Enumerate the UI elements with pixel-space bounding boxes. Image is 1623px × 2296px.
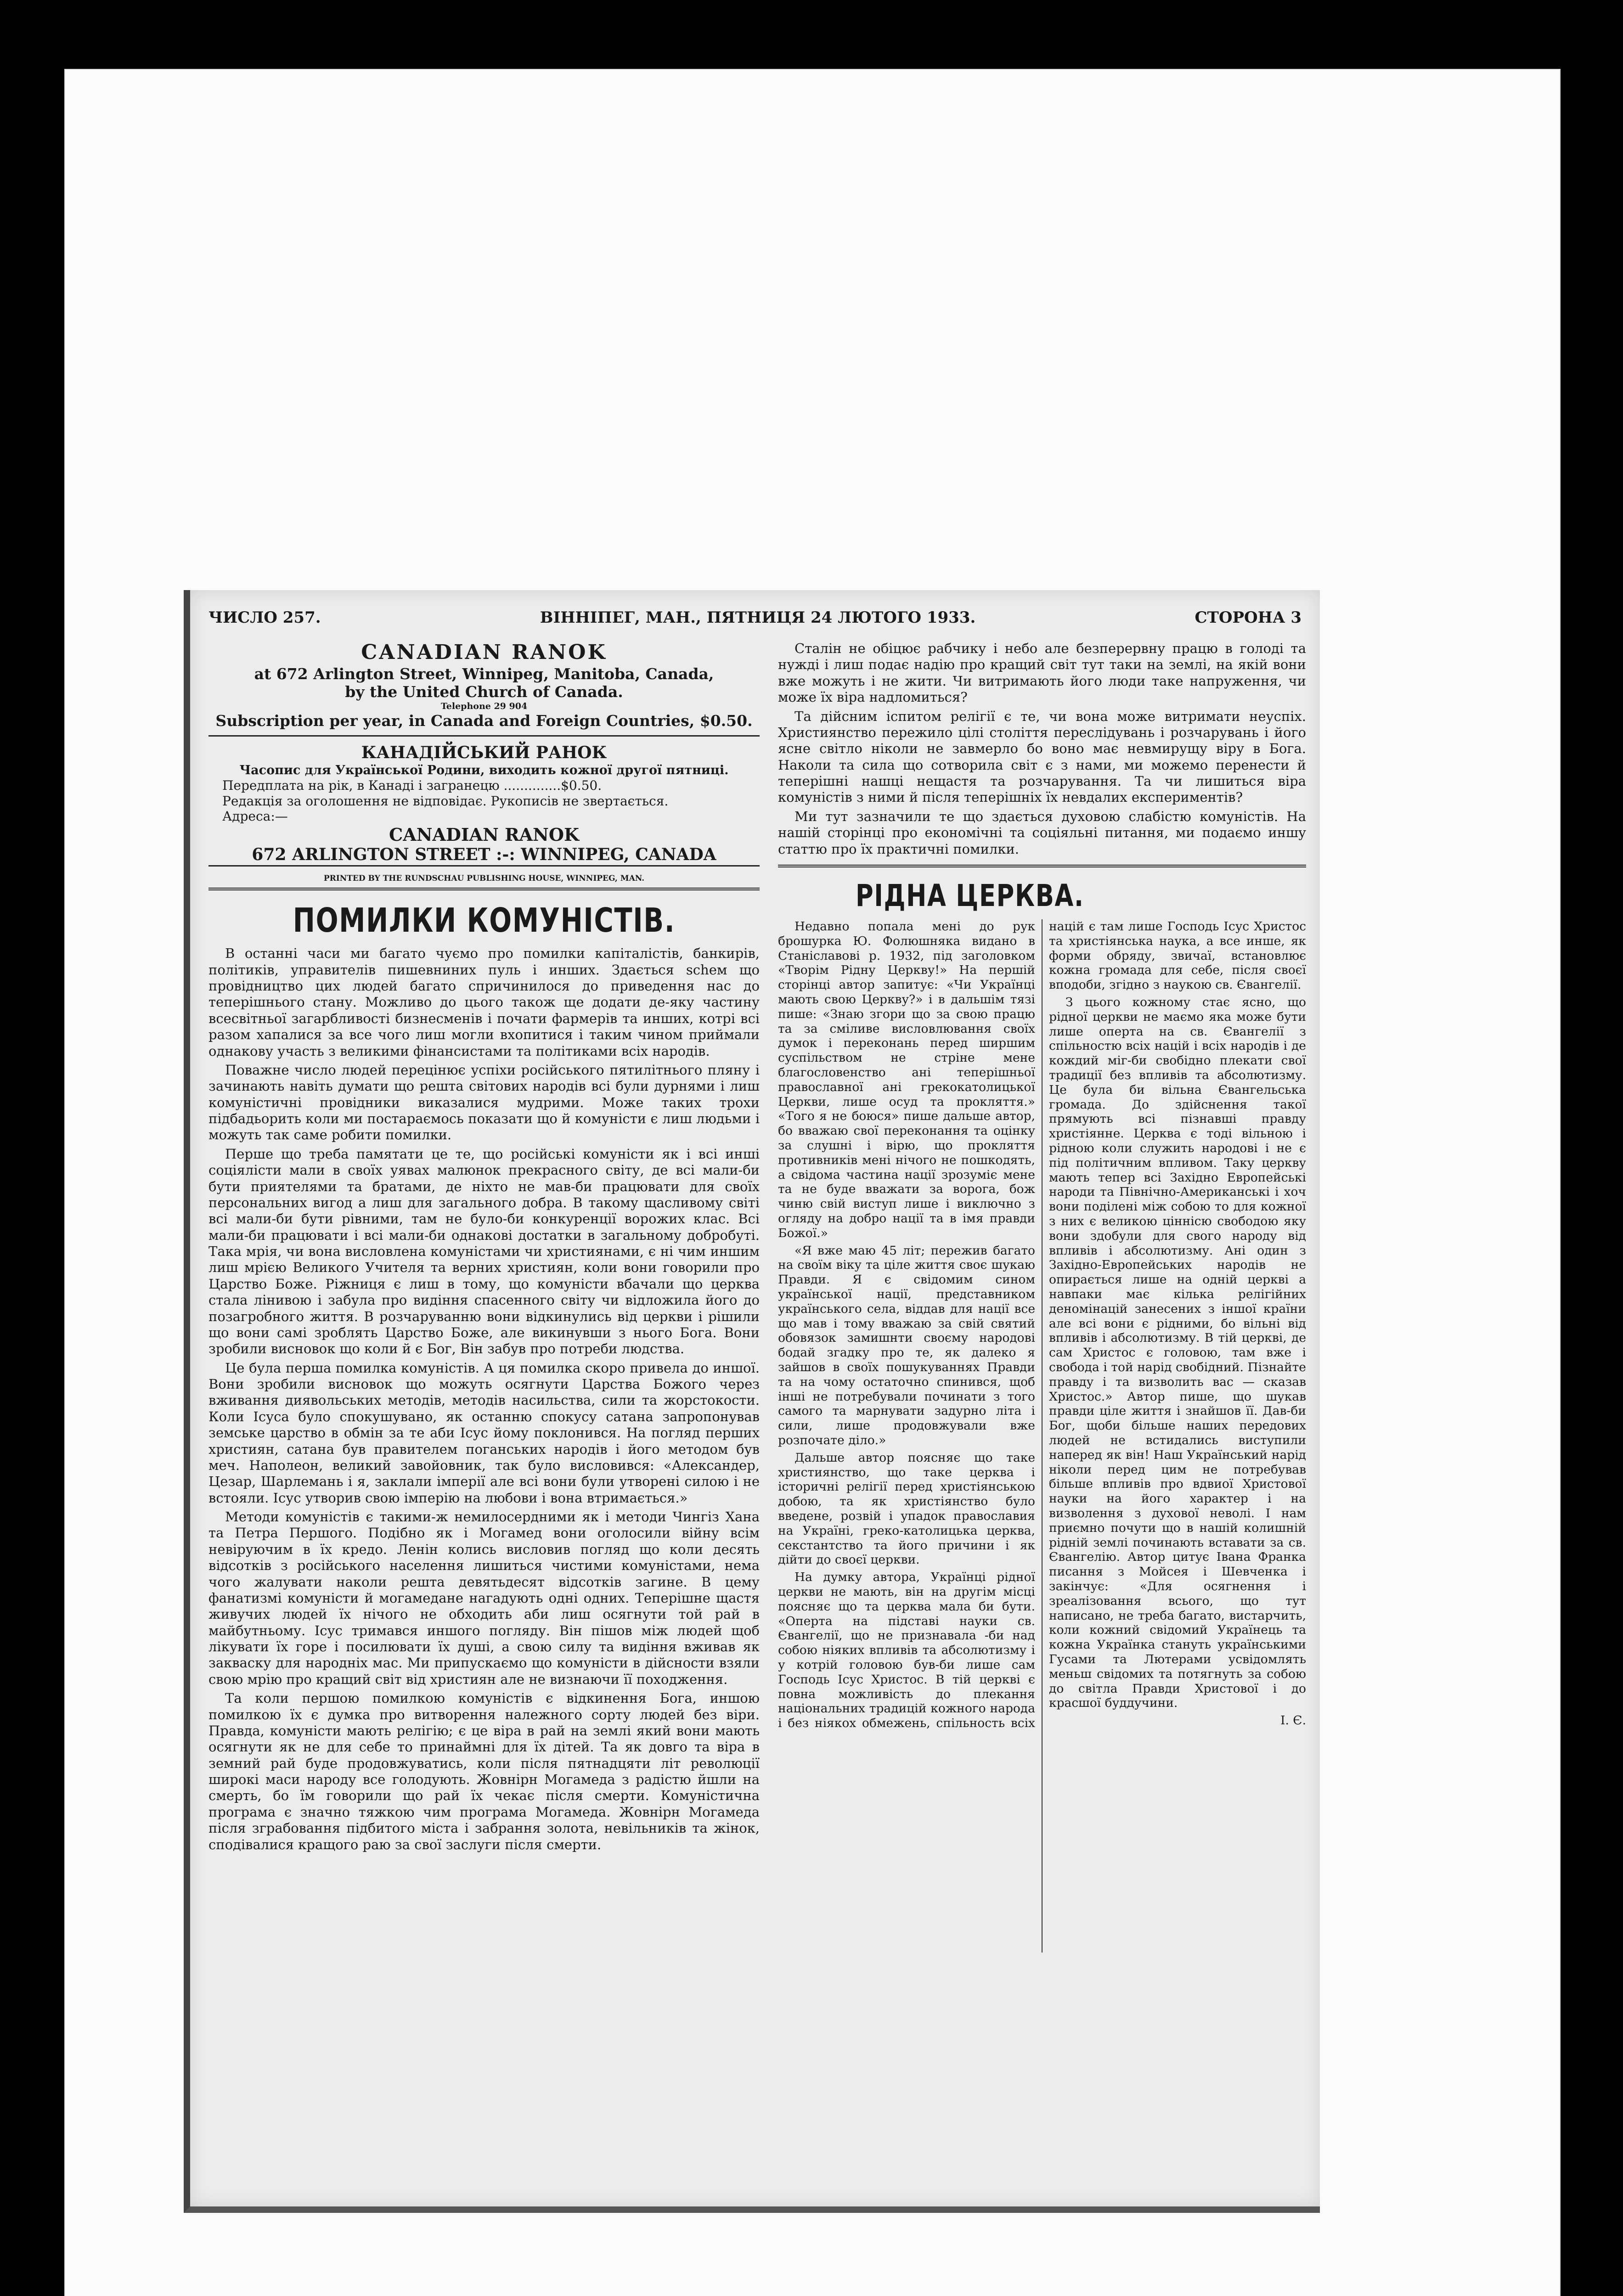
article2-body [778,919,1306,1953]
article2-title: РІДНА ЦЕРКВА. [856,878,1084,913]
article1-paragraph: Перше що треба памятати це те, що російські комуністи як і всі инші соціялісти мали в своїх уявах малюнок прекрасного світу, де всі мали-би бути приятелями та братами, де ніхто не мав-би працювати для своїх персональних вигод а лиш для загального добра. В такому щасливому світі всі мали-би бути рівними, там не було-би конкуренції ворожих клас. Всі мали-би працювати і всі мали-би однакові достатки в загальному добробуті. Така мрія, чи вона висловлена комуністами чи християнами, є ні чим иншим лиш мрією Великого Учителя та верних християн, коли вони говорили про Царство Боже. Ріжниця є лиш в тому, що комуністи вбачали що церква стала лінивою і забула про видіння спасенного світу чи відложила його до позагробного життя. В розчаруванню вони відкинулись від церкви і рішили що вони самі зроблять Царство Боже, але викинувши з нього Бога. Вони зробили висновок що коли й є Бог, Він забув про потреби людства. [209,1146,760,1357]
ua-address-label: Адреса:— [222,809,288,824]
article1-paragraph: Поважне число людей перецінює успіхи російського пятилітнього пляну і зачинають навіть думати що решта світових народів всі були дурнями і лиш комуністичні провідники виказалися мудрими. Може таких трохи підбадьорить коли ми постараємось показати що й комуністи є лиш людьми і можуть так саме робити помилки. [209,1062,760,1143]
article2-paragraph: Недавно попала мені до рук брошурка Ю. Фолюшняка видано в Станіславові р. 1932, під заголовком «Творім Рідну Церкву!» На першій сторінці автор запитує: «Чи Українці мають свою Церкву?» і в дальшім тязі пише: «Знаю згори що за свою працю та за сміливе висловлювання своїх думок і переконань перед ширшим суспільством не стріне мене благословенство ані теперішньої православної ані грекокатолицької Церкви, лише осуд та прокляття.» «Того я не боюся» пише дальше автор, бо вважаю свої переконання та оцінку за слушні і вірю, що прокляття противників мені нічого не пошкодять, а свідома частина нації зрозуміє мене та не буде вважати за ворога, бож чиню свій виступ лише і виключно з огляду на добро нації та в імя правди Божої.» [778,919,1035,1240]
dateline: ВІННІПЕГ, МАН., ПЯТНИЦЯ 24 ЛЮТОГО 1933. [540,608,976,627]
page-header [209,608,1302,628]
masthead-telephone: Telephone 29 904 [440,701,528,711]
article1-paragraph: Та дійсним іспитом релігії є те, чи вона може витримати неуспіх. Християнство пережило цілі століття переслідувань і розчарувань і його ясне світло ніколи не завмерло бо воно має невмирущу віру в Бога. Наколи та сила що сотворила світ є з нами, ми можемо перенести й теперішні нашці нещастя та розчарування. Та чи лишиться віра комуністів з ними й після теперішніх їх невдалих експериментів? [778,708,1306,805]
article1-paragraph: В останні часи ми багато чуємо про помилки капіталістів, банкирів, політиків, управителів пишевниних пуль і инших. Здається scheм що провідництво цих людей багато спричинилося до приведення нас до теперішнього стану. Можливо до цього також ще додати де-яку частину всесвітньої загарбливості бизнесменів і почати фармерів та инших, котрі всі разом хапалися за все чого лиш могли вхопитися і таким чином приймали однакову участь з великими фінансистами та політиками всіх народів. [209,945,760,1059]
article1-paragraph: Сталін не обіцює рабчику і небо але безперервну працю в голоді та нужді і лиш подає надію про кращий світ тут таки на землі, на якій вони вже можуть і не жити. Чи витримають його люди таке напруження, чи може їх віра надломиться? [778,641,1306,705]
article2-paragraph: З цього кожному стає ясно, що рідної церкви не маємо яка може бути лише оперта на св. Євангелії з спільностю всіх націй і всіх народів і де кождий міг-би свобідно плекати свої традиції без впливів та абсолютизму. Це була би вільна Євангельська громада. До здійснення такої прямують всі пізнавші правду христіянне. Церква є тоді вільною і рідною коли служить народові і не є під політичним впливом. Таку церкву мають тепер всі Західно Европейські народи та Північно-Американські і хоч вони поділені між собою то для кожної з них є великою ціннісю свободою яку вони здобули для свого народу від впливів і абсолютизму. Ані один з Західно-Европейських народів не опирається лише на одній церкві а навпаки має кілька релігійних деномінацій занесених з іншої країни але всі вони є рідними, бо вільні від впливів і абсолютизму. В тій церкві, де сам Христос є головою, там вже і свобода і той нарід свобідний. Пізнайте правду і та визволить вас — сказав Христос.» Автор пише, що шукав правди ціле життя і знайшов її. Дав-би Бог, щоби більше наших передових людей не встидались виступили наперед як він! Наш Український нарід ніколи перед цим не потребував більше впливів про вдвиої Христової науки на його характер і на визволення з духової неволі. І нам приємно почути що в нашій колишній рідній землі починають вставати за св. Євангелію. Автор цитує Івана Франка писання з Мойсея і Шевченка і закінчує: «Для осягнення і зреалізовання всього, що тут написано, не треба багато, вистарчить, коли кожний свідомий Українець та кожна Українка стануть українськими Гусами та Лютерами усвідомлять меньш свідомих та потягнуть за собою до світла Правди Христової і до красшої буддучини. [1049,995,1306,1711]
english-masthead [209,641,760,737]
ua-notice: Редакція за оголошення не відповідає. Рукописів не звертається. [222,793,669,809]
ua-address-2: 672 ARLINGTON STREET :-: WINNIPEG, CANADA [252,845,716,865]
ua-address-1: CANADIAN RANOK [389,824,580,845]
issue-number: ЧИСЛО 257. [209,608,321,627]
masthead-address-1: at 672 Arlington Street, Winnipeg, Manitoba, Canada, [254,664,714,683]
ua-subtitle: Часопис для Української Родини, виходить кожної другої пятниці. [239,763,729,777]
section-divider [778,865,1306,867]
article1-paragraph: Та коли першою помилкою комуністів є відкинення Бога, иншою помилкою їх є думка про витворення належного сорту людей без віри. Правда, комуністи мають релігію; є це віра в рай на землі який вони мають осягнути як не для себе то принаймні для їх дітей. Та як довго та віра в земний рай буде продовжуватись, коли після пятнадцяти літ революції широкі маси народу все голодують. Жовнірн Могамеда з радістю йшли на смерть, бо їм говорили що рай їх чекає після смерти. Комуністична програма є значно тяжкою чим програма Могамеда. Жовнірн Могамеда після зграбовання підбитого міста і забрання золота, невільників та жінок, сподівалися кращого раю за свої заслуги після смерти. [209,1690,760,1852]
newspaper-page [184,590,1320,2213]
masthead-subscription: Subscription per year, in Canada and Foreign Countries, $0.50. [215,711,753,730]
masthead-address-2: by the United Church of Canada. [345,683,623,701]
article1-continuation [778,641,1306,857]
left-column [209,641,760,1856]
article1-paragraph: Методи комуністів є такими-ж немилосердними як і методи Чингіз Хана та Петра Першого. Подібно як і Могамед вони оголосили війну всім невіруючим в їх кредо. Ленін колись висловив погляд що коли десять відсотків з російського населення лишиться чистими комуністами, нема чого жалувати наколи решта девятьдесят відсотків загине. В цему фанатизмі комуністи й могамедане нагадують одні одних. Теперішне щастя живучих людей їх нічого не обходить аби лиш осягнути той рай в майбутньому. Ісус тримався иншого погляду. Він пішов між людей щоб лікувати їх горе і посилювати їх душі, а свою силу та видіння вживав як закваску для народніх мас. Ми припускаємо що комуністи в дійсности взяли свою мрію про кращий світ від християн але не визнаючи її походження. [209,1509,760,1687]
article1-title: ПОМИЛКИ КОМУНІСТІВ. [293,900,676,940]
article2-paragraph: На думку автора, Українці рідної церкви не мають, він на другім місці поясняє що та церква мала би бути. «Оперта на підставі науки св. Євангелії, що не признавала -би над собою ніяких впливів та абсолютизму і у котрій головою був-би лише сам Господь Ісус Христос. В тій церкві є повна можливість до плекання національних традицій кожного народа і без ніякох обмежень, спільность всіх націй є там лише Господь Ісус Христос та христіянська наука, а все инше, як форми обряду, звичаї, встановлює кожна громада для себе, після своєї вподоби, згідно з наукою св. Євангелії. [778,919,1306,1731]
article1-body [209,945,760,1853]
ua-price: Передплата на рік, в Канаді і загранецю ..............$0.50. [222,777,602,793]
printed-by: PRINTED BY THE RUNDSCHAU PUBLISHING HOUSE, WINNIPEG, MAN. [209,874,760,890]
masthead-title: CANADIAN RANOK [361,641,607,664]
article1-paragraph: Ми тут зазначили те що здається духовою слабістю комуністів. На нашій сторінці про економічні та соціяльні питання, ми подаємо иншу статтю про їх практичні помилки. [778,808,1306,857]
article2-paragraph: «Я вже маю 45 літ; пережив багато на своїм віку та ціле життя своє шукаю Правди. Я є свідомим сином української нації, представником українського села, віддав для нації все що мав і тому вважаю за свій святий обовязок замишнти своєму народові бодай згадку про те, як далеко я зайшов в своїх пошукуваннях Правди та на чому остаточно спинився, щоб інші не потребували починати з того самого та марнувати задурно літа і сили, лише продовжували вже розпочате діло.» [778,1243,1035,1447]
article2-signature: І. Є. [1280,1713,1306,1728]
ukrainian-masthead [209,737,760,866]
article2-paragraph: Дальше автор поясняє що таке християнство, що таке церква і історичні релігії перед христіянською добою, та як христіянство було введене, розвій і упадок православия на Україні, греко-католицька церква, секстантство та його причини і як дійти до своєї церкви. [778,1450,1035,1567]
page-number: СТОРОНА 3 [1195,608,1302,627]
ua-title: КАНАДІЙСЬКИЙ РАНОК [361,743,607,763]
right-column [778,641,1306,1953]
article1-paragraph: Це була перша помилка комуністів. А ця помилка скоро привела до иншої. Вони зробили висновок що можуть осягнути Царства Божого через вживання диявольських методів, методів насильства, сили та жорстокости. Коли Ісуса було спокушувано, як останню спокусу сатана запропонував земське царство в обмін за те аби Ісус йому поклонився. На погляд перших християн, сатана був правителем поганських народів і його методом був меч. Наполеон, великий завойовник, так було висловився: «Александер, Цезар, Шарлемань і я, заклали імперії але всі вони були утворені силою і не встояли. Ісус утворив свою імперію на любови і вона втримається.» [209,1360,760,1506]
